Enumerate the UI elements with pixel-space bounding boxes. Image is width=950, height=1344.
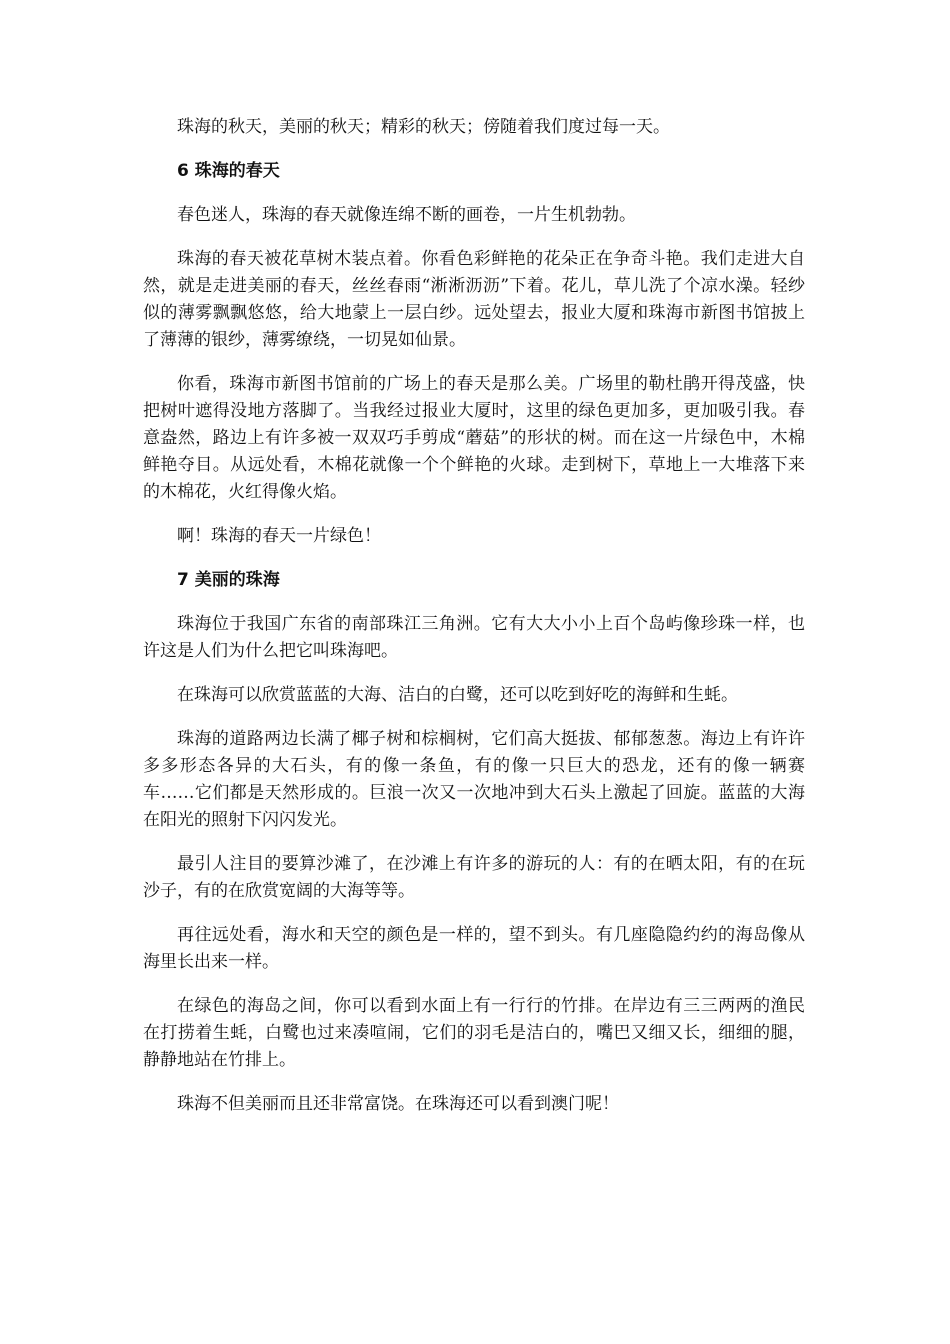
paragraph: 啊！珠海的春天一片绿色！ [177,526,381,546]
paragraph: 珠海位于我国广东省的南部珠江三角洲。它有大大小小上百个岛屿像珍珠一样，也许这是人们为什么把它叫珠海吧。 [143,614,805,661]
paragraph: 珠海的春天被花草树木装点着。你看色彩鲜艳的花朵正在争奇斗艳。我们走进大自然，就是走进美丽的春天，丝丝春雨“淅淅沥沥”下着。花儿，草儿洗了个凉水澡。轻纱似的薄雾飘飘悠悠，给大地蒙上一层白纱。远处望去，报业大厦和珠海市新图书馆披上了薄薄的银纱，薄雾缭绕，一切晃如仙景。 [143,249,805,350]
paragraph-autumn-closing: 珠海的秋天，美丽的秋天；精彩的秋天；傍随着我们度过每一天。 [177,117,670,137]
document-body [143,114,805,1135]
paragraph: 你看，珠海市新图书馆前的广场上的春天是那么美。广场里的勒杜鹃开得茂盛，快把树叶遮得没地方落脚了。当我经过报业大厦时，这里的绿色更加多，更加吸引我。春意盎然，路边上有许多被一双双巧手剪成“蘑菇”的形状的树。而在这一片绿色中，木棉鲜艳夺目。从远处看，木棉花就像一个个鲜艳的火球。走到树下，草地上一大堆落下来的木棉花，火红得像火焰。 [143,374,805,502]
paragraph: 春色迷人，珠海的春天就像连绵不断的画卷，一片生机勃勃。 [177,205,636,225]
section-heading-beautiful-zhuhai: 7 美丽的珠海 [177,570,280,590]
paragraph: 再往远处看，海水和天空的颜色是一样的，望不到头。有几座隐隐约约的海岛像从海里长出来一样。 [143,925,805,972]
paragraph: 珠海的道路两边长满了椰子树和棕榈树，它们高大挺拔、郁郁葱葱。海边上有许许多多形态各异的大石头，有的像一条鱼，有的像一只巨大的恐龙，还有的像一辆赛车……它们都是天然形成的。巨浪一次又一次地冲到大石头上激起了回旋。蓝蓝的大海在阳光的照射下闪闪发光。 [143,729,805,830]
section-heading-spring: 6 珠海的春天 [177,161,280,181]
paragraph: 在珠海可以欣赏蓝蓝的大海、洁白的白鹭，还可以吃到好吃的海鲜和生蚝。 [177,685,738,705]
paragraph: 珠海不但美丽而且还非常富饶。在珠海还可以看到澳门呢！ [177,1094,619,1114]
paragraph: 最引人注目的要算沙滩了，在沙滩上有许多的游玩的人：有的在晒太阳，有的在玩沙子，有的在欣赏宽阔的大海等等。 [143,854,805,901]
paragraph: 在绿色的海岛之间，你可以看到水面上有一行行的竹排。在岸边有三三两两的渔民在打捞着生蚝，白鹭也过来凑喧闹，它们的羽毛是洁白的，嘴巴又细又长，细细的腿，静静地站在竹排上。 [143,996,805,1070]
